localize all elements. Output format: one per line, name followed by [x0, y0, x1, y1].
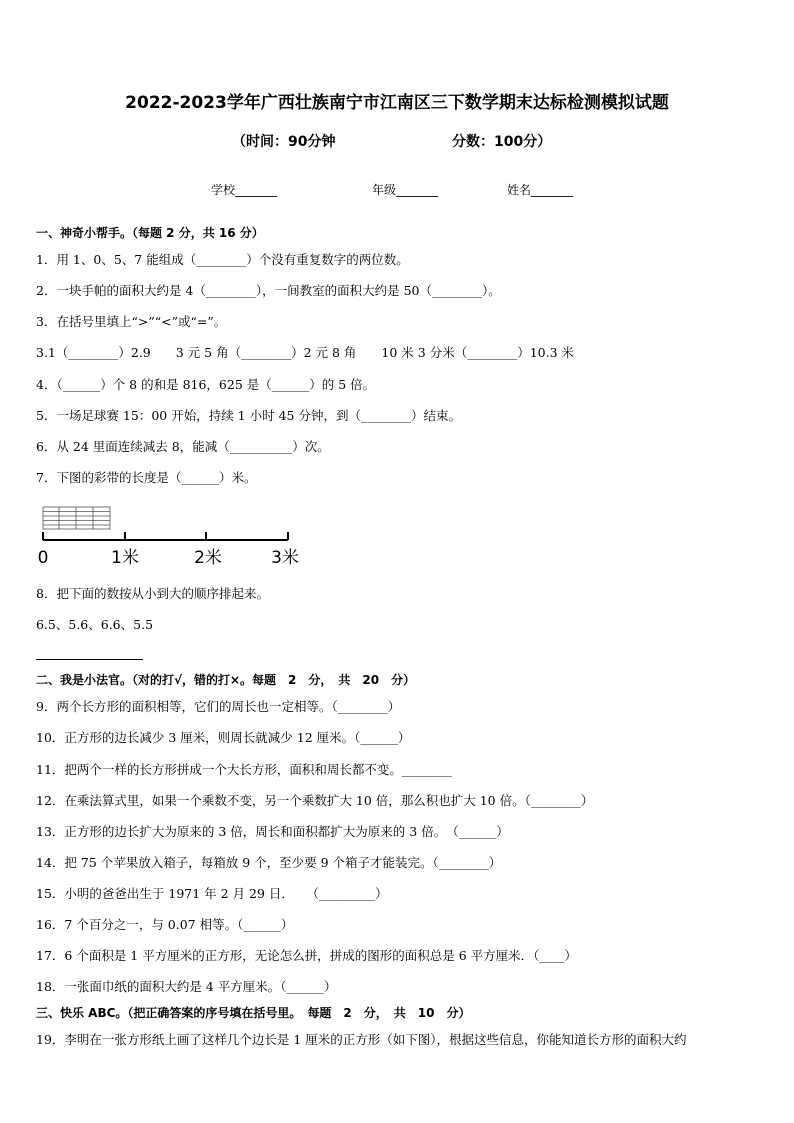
question-11: 11．把两个一样的长方形拼成一个大长方形，面积和周长都不变。________ [36, 762, 452, 777]
question-3-items: 3.1（________）2.9 3 元 5 角（________）2 元 8 角 10 米 3 分米（________）10.3 米 [36, 345, 574, 360]
section-2-heading: 二、我是小法官。（对的打√，错的打×。每题 2 分， 共 20 分） [36, 673, 416, 687]
question-19: 19．李明在一张方形纸上画了这样几个边长是 1 厘米的正方形（如下图），根据这些信息，你能知道长方形的面积大约 [36, 1032, 687, 1047]
question-5: 5．一场足球赛 15：00 开始，持续 1 小时 45 分钟，到（________）结束。 [36, 408, 461, 423]
section-3-heading: 三、快乐 ABC。（把正确答案的序号填在括号里。 每题 2 分， 共 10 分） [36, 1006, 471, 1020]
question-1: 1．用 1、0、5、7 能组成（________）个没有重复数字的两位数。 [36, 252, 409, 267]
ruler-label-2m: 2米 [194, 548, 222, 568]
question-4: 4．（______）个 8 的和是 816，625 是（______）的 5 倍。 [36, 377, 376, 392]
ruler-label-0: 0 [37, 548, 49, 568]
question-13: 13．正方形的边长扩大为原来的 3 倍，周长和面积都扩大为原来的 3 倍。 （______） [36, 824, 509, 839]
name-field[interactable]: 姓名_______ [507, 183, 574, 197]
total-score: 分数：100分） [452, 134, 552, 150]
question-16: 16．7 个百分之一，与 0.07 相等。（______） [36, 917, 294, 932]
question-14: 14．把 75 个苹果放入箱子，每箱放 9 个，至少要 9 个箱子才能装完。（________） [36, 855, 502, 870]
school-field[interactable]: 学校_______ [211, 183, 278, 197]
answer-line[interactable] [36, 659, 143, 660]
ruler-label-3m: 3米 [271, 548, 299, 568]
question-6: 6．从 24 里面连续减去 8，能减（__________）次。 [36, 439, 330, 454]
time-limit: （时间：90分钟 [232, 134, 336, 150]
question-17: 17．6 个面积是 1 平方厘米的正方形，无论怎么拼，拼成的图形的面积总是 6 平方厘米．（____） [36, 948, 577, 963]
page-title: 2022-2023学年广西壮族南宁市江南区三下数学期末达标检测模拟试题 [125, 93, 669, 113]
question-7: 7．下图的彩带的长度是（______）米。 [36, 470, 257, 485]
ruler-scale [43, 532, 288, 540]
question-10: 10．正方形的边长减少 3 厘米，则周长就减少 12 厘米。（______） [36, 730, 411, 745]
question-3: 3．在括号里填上“>”“<”或“=”。 [36, 314, 227, 329]
ruler-label-1m: 1米 [111, 548, 139, 568]
ribbon-ruler-figure [36, 503, 306, 571]
question-15: 15．小明的爸爸出生于 1971 年 2 月 29 日． （_________） [36, 886, 388, 901]
ribbon [43, 507, 110, 529]
section-1-heading: 一、神奇小帮手。（每题 2 分，共 16 分） [36, 226, 264, 240]
question-9: 9．两个长方形的面积相等，它们的周长也一定相等。（________） [36, 699, 401, 714]
question-2: 2．一块手帕的面积大约是 4（________），一间教室的面积大约是 50（________）。 [36, 283, 501, 298]
question-18: 18．一张面巾纸的面积大约是 4 平方厘米。（______） [36, 979, 337, 994]
question-12: 12．在乘法算式里，如果一个乘数不变，另一个乘数扩大 10 倍，那么积也扩大 10 倍。（________） [36, 793, 594, 808]
question-8: 8．把下面的数按从小到大的顺序排起来。 [36, 586, 269, 601]
grade-field[interactable]: 年级_______ [372, 183, 439, 197]
question-8-numbers: 6.5、5.6、6.6、5.5 [36, 617, 154, 632]
